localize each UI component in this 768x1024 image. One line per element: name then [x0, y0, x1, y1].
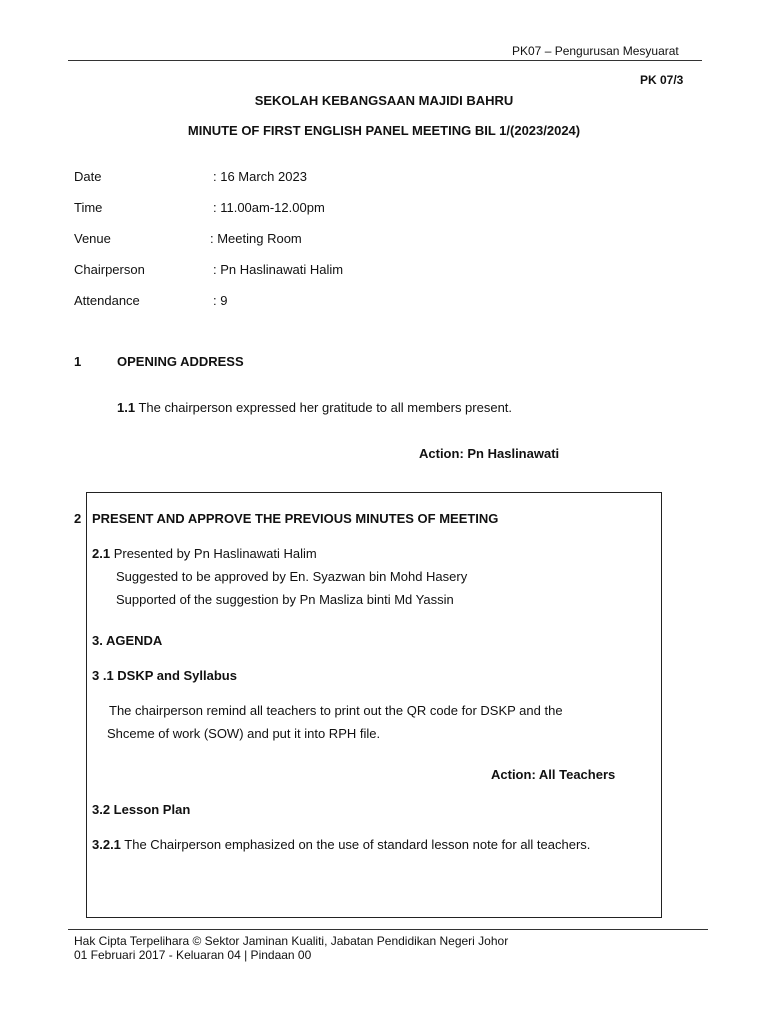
- section-3-1-line-2: Shceme of work (SOW) and put it into RPH file.: [107, 726, 381, 741]
- header-rule: [68, 60, 702, 61]
- date-value: : 16 March 2023: [213, 169, 307, 184]
- item-1-1-number: 1.1: [117, 400, 136, 415]
- footer-copyright: Hak Cipta Terpelihara © Sektor Jaminan Kualiti, Jabatan Pendidikan Negeri Johor: [74, 934, 509, 948]
- form-code: PK 07/3: [640, 73, 684, 87]
- item-3-2-1: [92, 837, 590, 852]
- item-3-2-1-number: 3.2.1: [92, 837, 121, 852]
- meeting-title: MINUTE OF FIRST ENGLISH PANEL MEETING BIL 1/(2023/2024): [187, 123, 581, 138]
- section-3-heading: 3. AGENDA: [92, 633, 163, 648]
- section-1-action: Action: Pn Haslinawati: [419, 446, 560, 461]
- attendance-value: : 9: [213, 293, 228, 308]
- footer-revision: 01 Februari 2017 - Keluaran 04 | Pindaan 00: [74, 948, 312, 962]
- item-2-1-number: 2.1: [92, 546, 111, 561]
- section-2-heading: PRESENT AND APPROVE THE PREVIOUS MINUTES OF MEETING: [92, 511, 499, 526]
- time-value: : 11.00am-12.00pm: [213, 200, 325, 215]
- section-1-number: 1: [74, 354, 82, 369]
- section-3-1-heading: 3 .1 DSKP and Syllabus: [92, 668, 237, 683]
- item-2-1: [92, 546, 317, 561]
- chairperson-value: : Pn Haslinawati Halim: [213, 262, 344, 277]
- item-2-1-line-2: Suggested to be approved by En. Syazwan bin Mohd Hasery: [116, 569, 468, 584]
- item-3-2-1-text: The Chairperson emphasized on the use of standard lesson note for all teachers.: [120, 837, 591, 852]
- section-3-1-line-1: The chairperson remind all teachers to print out the QR code for DSKP and the: [109, 703, 563, 718]
- section-3-1-action: Action: All Teachers: [491, 767, 616, 782]
- document-reference: PK07 – Pengurusan Mesyuarat: [512, 44, 679, 58]
- section-2-number: 2: [74, 511, 82, 526]
- section-3-2-heading: 3.2 Lesson Plan: [92, 802, 191, 817]
- venue-value: : Meeting Room: [210, 231, 302, 246]
- item-2-1-line-3: Supported of the suggestion by Pn Masliza binti Md Yassin: [116, 592, 454, 607]
- chairperson-label: Chairperson: [74, 262, 145, 277]
- section-1-heading: OPENING ADDRESS: [117, 354, 244, 369]
- attendance-label: Attendance: [74, 293, 140, 308]
- item-1-1: [117, 400, 512, 415]
- item-1-1-text: The chairperson expressed her gratitude to all members present.: [135, 400, 513, 415]
- item-2-1-text: Presented by Pn Haslinawati Halim: [110, 546, 317, 561]
- school-name: SEKOLAH KEBANGSAAN MAJIDI BAHRU: [254, 93, 514, 108]
- time-label: Time: [74, 200, 103, 215]
- venue-label: Venue: [74, 231, 111, 246]
- footer-rule: [68, 929, 708, 930]
- date-label: Date: [74, 169, 102, 184]
